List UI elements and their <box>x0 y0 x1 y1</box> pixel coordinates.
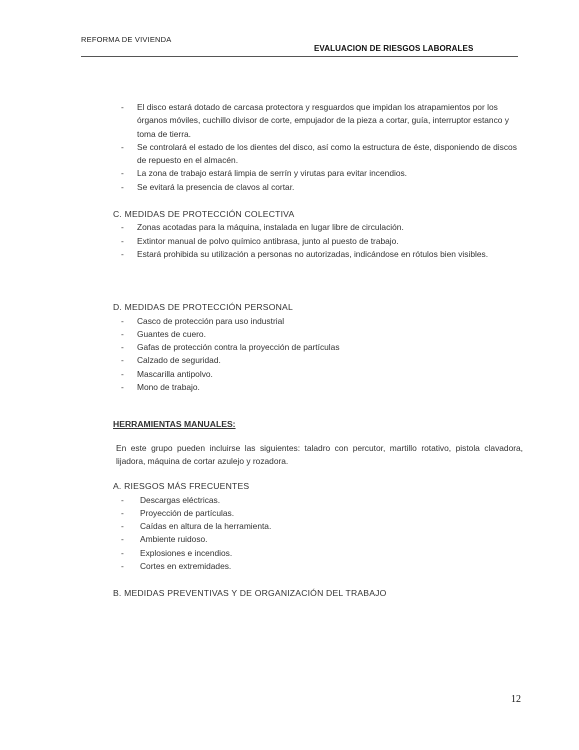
dash-bullet: - <box>121 368 124 379</box>
dash-bullet: - <box>121 235 124 246</box>
dash-bullet: - <box>121 141 124 152</box>
section-heading-b: B. MEDIDAS PREVENTIVAS Y DE ORGANIZACIÓN DEL TRABAJO <box>113 588 387 599</box>
section-heading-d: D. MEDIDAS DE PROTECCIÓN PERSONAL <box>113 302 293 313</box>
dash-bullet: - <box>121 342 124 353</box>
dash-bullet: - <box>121 315 124 326</box>
list-item: - La zona de trabajo estará limpia de serrín y virutas para evitar incendios. <box>113 167 523 180</box>
list-proteccion-colectiva <box>113 221 523 261</box>
list-item: - Ambiente ruidoso. <box>113 533 523 546</box>
dash-bullet: - <box>121 355 124 366</box>
list-item: - Se evitará la presencia de clavos al cortar. <box>113 181 523 194</box>
dash-bullet: - <box>121 181 124 192</box>
dash-bullet: - <box>121 168 124 179</box>
page-number: 12 <box>511 694 521 705</box>
list-item: - Mono de trabajo. <box>113 381 523 394</box>
dash-bullet: - <box>121 547 124 558</box>
dash-bullet: - <box>121 507 124 518</box>
herramientas-heading: HERRAMIENTAS MANUALES: <box>113 419 236 430</box>
list-item: - Proyección de partículas. <box>113 507 523 520</box>
list-item: - Se controlará el estado de los dientes del disco, así como la estructura de éste, disponiendo de discos de repuesto en el almacén. <box>121 141 517 166</box>
dash-bullet: - <box>121 494 124 505</box>
dash-bullet: - <box>121 222 124 233</box>
dash-bullet: - <box>121 521 124 532</box>
list-item: - Explosiones e incendios. <box>113 547 523 560</box>
section-heading-a: A. RIESGOS MÁS FRECUENTES <box>113 481 250 492</box>
header-left-title: REFORMA DE VIVIENDA <box>81 35 172 44</box>
dash-bullet: - <box>121 248 124 259</box>
dash-bullet: - <box>121 328 124 339</box>
dash-bullet: - <box>121 102 124 112</box>
list-item: - Guantes de cuero. <box>113 328 523 341</box>
dash-bullet: - <box>121 382 124 393</box>
list-item: - Estará prohibida su utilización a personas no autorizadas, indicándose en rótulos bien visibles. <box>113 248 523 261</box>
list-item: - Zonas acotadas para la máquina, instalada en lugar libre de circulación. <box>113 221 523 234</box>
list-item: - Calzado de seguridad. <box>113 354 523 367</box>
header-right-title: EVALUACION DE RIESGOS LABORALES <box>314 44 474 53</box>
section-heading-c: C. MEDIDAS DE PROTECCIÓN COLECTIVA <box>113 209 295 220</box>
list-item: - Extintor manual de polvo químico antibrasa, junto al puesto de trabajo. <box>113 235 523 248</box>
dash-bullet: - <box>121 561 124 572</box>
page-content <box>113 101 523 601</box>
list-item: - Mascarilla antipolvo. <box>113 368 523 381</box>
list-item: - Cortes en extremidades. <box>113 560 523 573</box>
list-item: - Gafas de protección contra la proyección de partículas <box>113 341 523 354</box>
list-item: - El disco estará dotado de carcasa protectora y resguardos que impidan los atrapamientos por los órganos móviles, cuchillo divisor de corte, empujador de la pieza a cortar, guía, interruptor estanco y toma de tierra. <box>121 102 509 139</box>
list-riesgos <box>113 494 523 574</box>
header-rule <box>81 56 518 57</box>
herramientas-paragraph: En este grupo pueden incluirse las siguientes: taladro con percutor, martillo rotativo, pistola clavadora, lijadora, máquina de cortar azulejo y rozadora. <box>116 442 523 466</box>
list-proteccion-personal <box>113 315 523 395</box>
block1-list <box>113 101 523 194</box>
list-item: - Caídas en altura de la herramienta. <box>113 520 523 533</box>
list-item: - Descargas eléctricas. <box>113 494 523 507</box>
list-item: - Casco de protección para uso industrial <box>113 315 523 328</box>
dash-bullet: - <box>121 534 124 545</box>
